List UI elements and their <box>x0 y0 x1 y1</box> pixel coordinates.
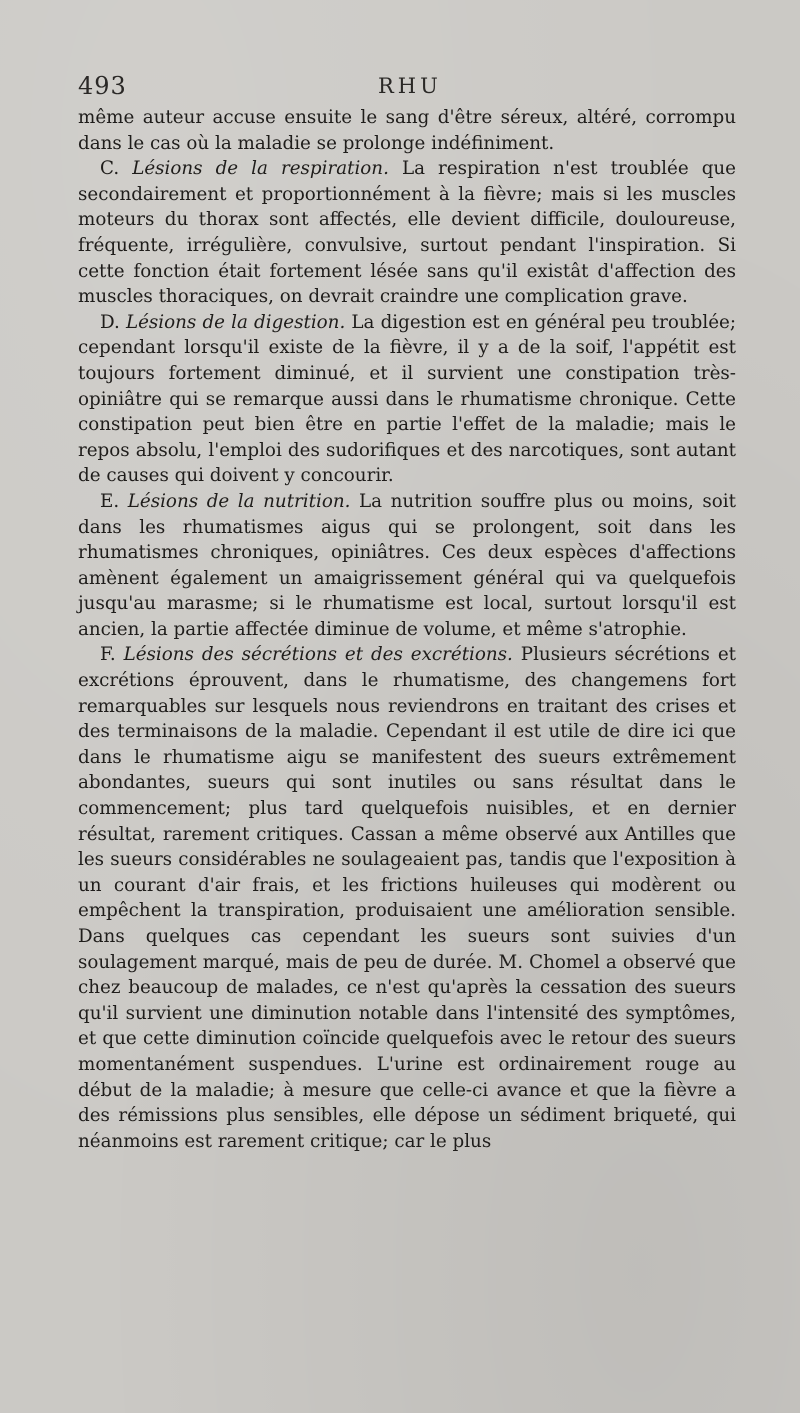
section-title: Lésions de la respiration. <box>132 158 389 180</box>
paragraph-text: Plusieurs sécrétions et excrétions éprouvent, dans le rhumatisme, des changemens fort remarquables sur lesquels nous reviendrons en traitant des crises et des terminaisons de la maladie. Cependant il est utile de dire ici que dans le rhumatisme aigu se manifestent des sueurs extrêmement abondantes, sueurs qui sont inutiles ou sans résultat dans le commencement; plus tard quelquefois nuisibles, et en dernier résultat, rarement critiques. Cassan a même observé aux Antilles que les sueurs considérables ne soulageaient pas, tandis que l'exposition à un courant d'air frais, et les frictions huileuses qui modèrent ou empêchent la transpiration, produisaient une amélioration sensible. Dans quelques cas cependant les sueurs sont suivies d'un soulagement marqué, mais de peu de durée. M. Chomel a observé que chez beaucoup de malades, ce n'est qu'après la cessation des sueurs qu'il survient une diminution notable dans l'intensité des symptômes, et que cette diminution coïncide quelquefois avec le retour des sueurs momentanément suspendues. L'urine est ordinairement rouge au début de la maladie; à mesure que celle-ci avance et que la fièvre a des rémissions plus sensibles, elle dépose un sédiment briqueté, qui néanmoins est rarement critique; car le plus <box>78 644 736 1152</box>
paragraph-text: La digestion est en général peu troublée; cependant lorsqu'il existe de la fièvre, il y a de la soif, l'appétit est toujours fortement diminué, et il survient une constipation très-opiniâtre qui se remarque aussi dans le rhumatisme chronique. Cette constipation peut bien être en partie l'effet de la maladie; mais le repos absolu, l'emploi des sudorifiques et des narcotiques, sont autant de causes qui doivent y concourir. <box>78 311 736 487</box>
page-header <box>78 72 736 106</box>
paragraph-text: même auteur accuse ensuite le sang d'être séreux, altéré, corrompu dans le cas où la maladie se prolonge indéfiniment. <box>78 107 736 154</box>
paragraph-text: La respiration n'est troublée que secondairement et proportionnément à la fièvre; mais si les muscles moteurs du thorax sont affectés, elle devient difficile, douloureuse, fréquente, irrégulière, convulsive, surtout pendant l'inspiration. Si cette fonction était fortement lésée sans qu'il existât d'affection des muscles thoraciques, on devrait craindre une complication grave. <box>78 158 736 308</box>
section-letter: C. <box>100 158 133 180</box>
paragraph-secretions <box>78 642 736 1154</box>
running-head: RHU <box>378 74 442 98</box>
section-title: Lésions des sécrétions et des excrétions. <box>123 644 513 666</box>
section-title: Lésions de la nutrition. <box>127 490 351 512</box>
section-letter: E. <box>100 490 128 512</box>
paragraph-nutrition <box>78 489 736 643</box>
paragraph-continuation <box>78 105 736 156</box>
paragraph-text: La nutrition souffre plus ou moins, soit dans les rhumatismes aigus qui se prolongent, soit dans les rhumatismes chroniques, opiniâtres. Ces deux espèces d'affections amènent également un amaigrissement général qui va quelquefois jusqu'au marasme; si le rhumatisme est local, surtout lorsqu'il est ancien, la partie affectée diminue de volume, et même s'atrophie. <box>78 490 736 640</box>
paragraph-digestion <box>78 310 736 489</box>
section-title: Lésions de la digestion. <box>125 311 346 333</box>
section-letter: D. <box>100 311 126 333</box>
page-number: 493 <box>78 72 127 100</box>
section-letter: F. <box>100 644 124 666</box>
paragraph-respiration <box>78 156 736 310</box>
body-text <box>78 105 736 1154</box>
